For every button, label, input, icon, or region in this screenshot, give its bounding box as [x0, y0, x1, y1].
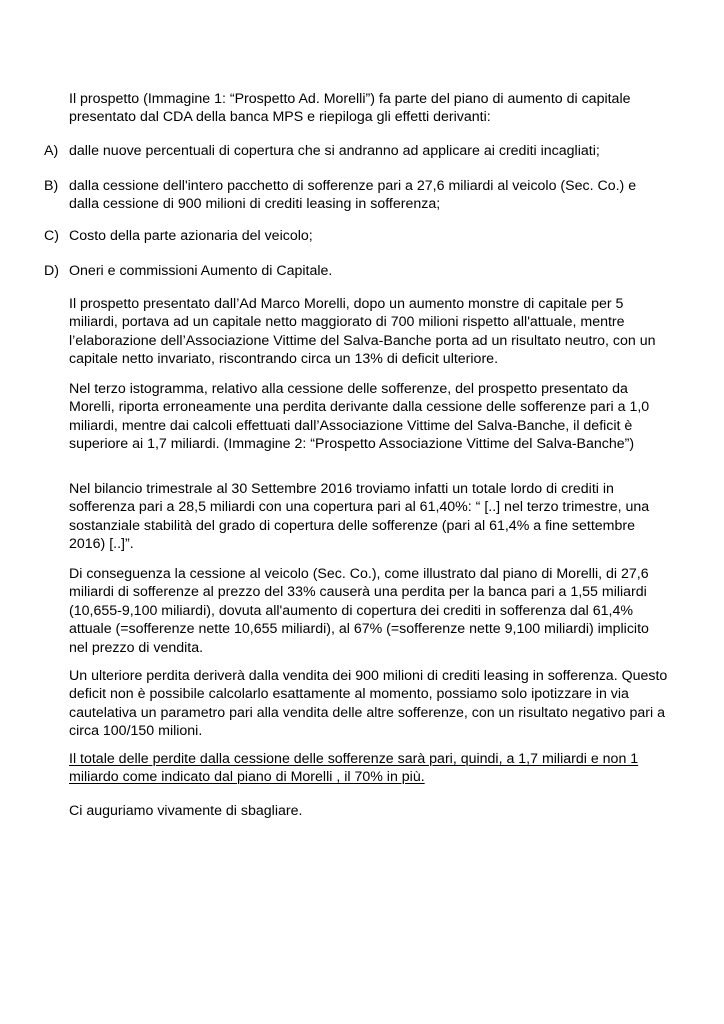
list-item-c — [44, 227, 674, 245]
conclusion-paragraph: Il totale delle perdite dalla cessione delle sofferenze sarà pari, quindi, a 1,7 miliardi e non 1 miliardo come indicato dal piano di Morelli , il 70% in più. — [69, 751, 639, 786]
body-paragraph: Nel terzo istogramma, relativo alla cessione delle sofferenze, del prospetto presentato da Morelli, riporta erroneamente una perdita derivante dalla cessione delle sofferenze pari a 1,0 miliardi, mentre dai calcoli effettuati dall’Associazione Vittime del Salva-Banche, il deficit è superiore ai 1,7 miliardi. (Immagine 2: “Prospetto Associazione Vittime del Salva-Banche”) — [69, 381, 650, 453]
body-paragraph: Nel bilancio trimestrale al 30 Settembre 2016 troviamo infatti un totale lordo di crediti in sofferenza pari a 28,5 miliardi con una copertura pari al 61,40%: “ [..] nel terzo trimestre, una sostanziale stabilità del grado di copertura delle sofferenze (pari al 61,4% a fine settembre 2016) [..]”. — [69, 481, 650, 553]
body-paragraph: Il prospetto presentato dall’Ad Marco Morelli, dopo un aumento monstre di capitale per 5 miliardi, portava ad un capitale netto maggiorato di 700 milioni rispetto all'attuale, mentre l’elaborazione dell’Associazione Vittime del Salva-Banche porta ad un risultato neutro, con un capitale netto invariato, riscontrando circa un 13% di deficit ulteriore. — [69, 296, 656, 368]
list-marker: C) — [44, 228, 59, 244]
list-item-d — [44, 262, 674, 280]
list-text: dalla cessione dell'intero pacchetto di sofferenze pari a 27,6 miliardi al veicolo (Sec. Co.) e dalla cessione di 900 milioni di crediti leasing in sofferenza; — [69, 178, 637, 213]
list-marker: B) — [44, 178, 59, 194]
list-item-b — [44, 177, 674, 214]
list-marker: D) — [44, 263, 59, 279]
body-paragraph: Di conseguenza la cessione al veicolo (Sec. Co.), come illustrato dal piano di Morelli, di 27,6 miliardi di sofferenze al prezzo del 33% causerà una perdita per la banca pari a 1,55 miliardi (10,655-9,100 miliardi), dovuta all'aumento di copertura dei crediti in sofferenza dal 61,4% attuale (=sofferenze nette 10,655 miliardi), al 67% (=sofferenze nette 9,100 miliardi) implicito nel prezzo di vendita. — [69, 566, 649, 656]
list-text: Oneri e commissioni Aumento di Capitale. — [69, 263, 333, 279]
body-paragraph: Un ulteriore perdita deriverà dalla vendita dei 900 milioni di crediti leasing in sofferenza. Questo deficit non è possibile calcolarlo esattamente al momento, possiamo solo ipotizzare in via cautelativa un parametro pari alla vendita delle altre sofferenze, con un risultato negativo pari a circa 100/150 milioni. — [69, 668, 668, 740]
closing-line: Ci auguriamo vivamente di sbagliare. — [69, 803, 303, 819]
list-text: dalle nuove percentuali di copertura che si andranno ad applicare ai crediti incagliati; — [69, 143, 600, 159]
intro-paragraph: Il prospetto (Immagine 1: “Prospetto Ad. Morelli”) fa parte del piano di aumento di capitale presentato dal CDA della banca MPS e riepiloga gli effetti derivanti: — [69, 91, 631, 126]
list-item-a — [44, 142, 674, 160]
list-marker: A) — [44, 143, 59, 159]
list-text: Costo della parte azionaria del veicolo; — [69, 228, 313, 244]
